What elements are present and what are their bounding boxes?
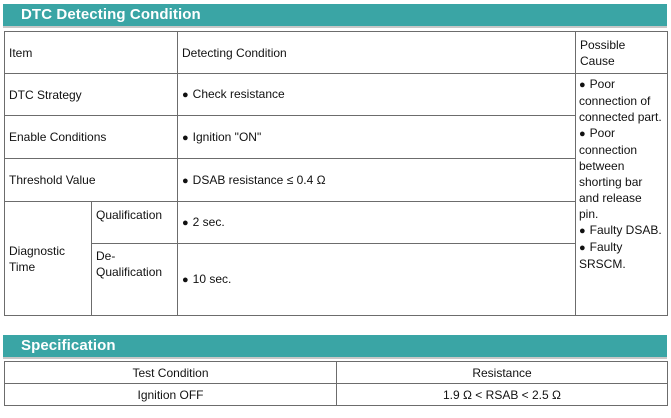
row-dtc-strategy-label: DTC Strategy (5, 74, 178, 116)
cause-item (579, 222, 664, 239)
dtc-section-title: DTC Detecting Condition (21, 6, 201, 23)
header-possible-cause: Possible Cause (576, 32, 668, 74)
bullet-icon: ● (182, 274, 189, 286)
qualification-text: 2 sec. (192, 215, 225, 229)
qualification-label: Qualification (92, 202, 178, 244)
row-threshold-value (178, 159, 576, 202)
dtc-strategy-text: Check resistance (192, 87, 285, 101)
header-detecting-condition: Detecting Condition (178, 32, 576, 74)
cause-text: Faulty SRSCM. (579, 240, 626, 271)
bullet-icon: ● (182, 131, 189, 144)
bullet-icon: ● (579, 242, 586, 254)
cause-text: Faulty DSAB. (589, 223, 662, 237)
header-item: Item (5, 32, 178, 74)
qualification-value (178, 202, 576, 244)
bullet-icon: ● (579, 128, 586, 140)
de-qualification-label: De-Qualification (92, 244, 178, 316)
bullet-icon: ● (182, 217, 189, 229)
bullet-icon: ● (182, 89, 189, 101)
de-qualification-value (178, 244, 576, 316)
row-threshold-label: Threshold Value (5, 159, 178, 202)
cause-item (579, 239, 664, 272)
cause-item (579, 76, 664, 125)
spec-test-condition-value: Ignition OFF (5, 384, 337, 406)
possible-cause-list (576, 74, 668, 316)
dtc-condition-table (4, 31, 668, 316)
dtc-section-header (3, 4, 667, 26)
spec-resistance-value: 1.9 Ω < RSAB < 2.5 Ω (337, 384, 668, 406)
threshold-text: DSAB resistance ≤ 0.4 Ω (192, 172, 326, 187)
enable-conditions-text: Ignition "ON" (192, 129, 262, 144)
cause-item (579, 125, 664, 222)
spec-header-test-condition: Test Condition (5, 362, 337, 384)
de-qualification-text: 10 sec. (192, 272, 232, 286)
row-enable-conditions-label: Enable Conditions (5, 116, 178, 159)
cause-text: Poor connection of connected part. (579, 77, 662, 124)
spec-header-resistance: Resistance (337, 362, 668, 384)
row-diagnostic-time-label: Diagnostic Time (5, 202, 92, 316)
bullet-icon: ● (579, 79, 586, 91)
spec-section-title: Specification (21, 337, 116, 354)
spec-section-header (3, 335, 667, 357)
row-enable-conditions-value (178, 116, 576, 159)
bullet-icon: ● (579, 225, 586, 237)
bullet-icon: ● (182, 174, 189, 187)
specification-table (4, 361, 668, 406)
row-dtc-strategy-value (178, 74, 576, 116)
cause-text: Poor connection between shorting bar and release pin. (579, 126, 643, 221)
